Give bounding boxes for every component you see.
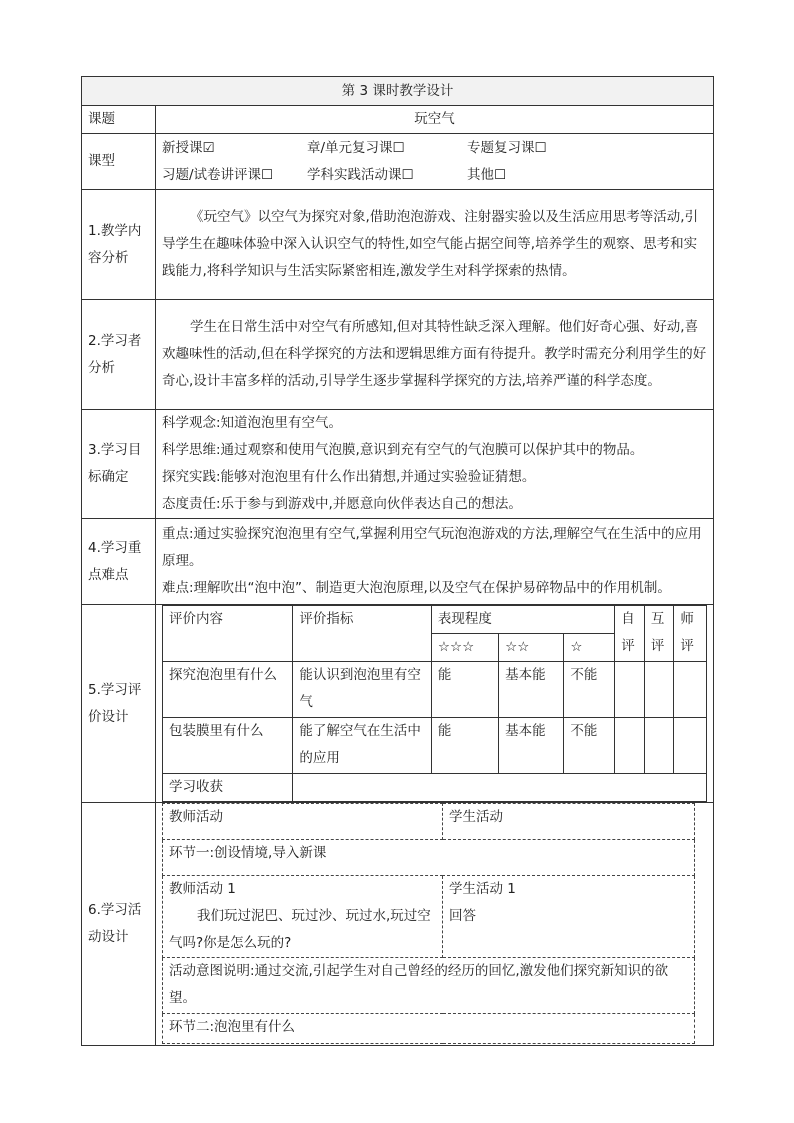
goals-label: 3.学习目标确定 bbox=[82, 410, 156, 519]
eval-header-level: 表现程度 bbox=[431, 606, 614, 634]
goals-row bbox=[82, 410, 714, 519]
teacher-activity-1-text: 我们玩过泥巴、玩过沙、玩过水,玩过空气吗?你是怎么玩的? bbox=[169, 908, 431, 951]
topic-value: 玩空气 bbox=[156, 106, 714, 134]
teacher-activity-1 bbox=[163, 876, 443, 958]
type-options bbox=[156, 134, 714, 190]
eval-level-2: 基本能 bbox=[499, 662, 564, 718]
learner-text: 学生在日常生活中对空气有所感知,但对其特性缺乏深入理解。他们好奇心强、好动,喜欢趣味性的活动,但在科学探究的方法和逻辑思维方面有待提升。教学时需充分利用学生的好奇心,设计丰富多样的活动,引导学生逐步掌握科学探究的方法,培养严谨的科学态度。 bbox=[156, 300, 714, 410]
stars-two: ☆☆ bbox=[499, 634, 564, 662]
peer-eval-cell[interactable] bbox=[644, 662, 674, 718]
page-title: 第 3 课时教学设计 bbox=[82, 77, 714, 106]
key-points: 重点:通过实验探究泡泡里有空气,掌握利用空气玩泡泡游戏的方法,理解空气在生活中的应用原理。 bbox=[162, 526, 702, 569]
type-option[interactable]: 专题复习课☐ bbox=[467, 139, 547, 156]
section-one-title: 环节一:创设情境,导入新课 bbox=[163, 840, 695, 876]
goal-item: 科学思维:通过观察和使用气泡膜,意识到充有空气的气泡膜可以保护其中的物品。 bbox=[162, 442, 644, 458]
activity-row bbox=[82, 803, 714, 1046]
topic-label: 课题 bbox=[82, 106, 156, 134]
goal-item: 探究实践:能够对泡泡里有什么作出猜想,并通过实验验证猜想。 bbox=[162, 469, 536, 485]
goal-item: 科学观念:知道泡泡里有空气。 bbox=[162, 415, 343, 431]
eval-table-row bbox=[163, 718, 707, 774]
teacher-activity-header: 教师活动 bbox=[163, 804, 443, 840]
self-eval-cell[interactable] bbox=[615, 662, 645, 718]
stars-three: ☆☆☆ bbox=[431, 634, 498, 662]
type-option[interactable]: 习题/试卷讲评课☐ bbox=[162, 166, 274, 183]
harvest-row bbox=[163, 774, 707, 802]
section-two-title: 环节二:泡泡里有什么 bbox=[163, 1014, 695, 1044]
stars-one: ☆ bbox=[564, 634, 615, 662]
activity-cell bbox=[156, 803, 714, 1046]
eval-header-self: 自评 bbox=[615, 606, 645, 662]
eval-indicator: 能了解空气在生活中的应用 bbox=[293, 718, 432, 774]
learner-label: 2.学习者分析 bbox=[82, 300, 156, 410]
content-text: 《玩空气》以空气为探究对象,借助泡泡游戏、注射器实验以及生活应用思考等活动,引导学生在趣味体验中深入认识空气的特性,如空气能占据空间等,培养学生的观察、思考和实践能力,将科学知识与生活实际紧密相连,激发学生对科学探索的热情。 bbox=[156, 190, 714, 300]
eval-level-3: 能 bbox=[431, 718, 498, 774]
eval-content: 探究泡泡里有什么 bbox=[163, 662, 293, 718]
eval-level-1: 不能 bbox=[564, 718, 615, 774]
self-eval-cell[interactable] bbox=[615, 718, 645, 774]
eval-header-indicator: 评价指标 bbox=[293, 606, 432, 662]
difficult-points: 难点:理解吹出“泡中泡”、制造更大泡泡原理,以及空气在保护易碎物品中的作用机制。 bbox=[162, 580, 671, 596]
harvest-field[interactable] bbox=[293, 774, 707, 802]
eval-level-3: 能 bbox=[431, 662, 498, 718]
teacher-eval-cell[interactable] bbox=[674, 718, 707, 774]
learner-row bbox=[82, 300, 714, 410]
content-label: 1.教学内容分析 bbox=[82, 190, 156, 300]
student-activity-1-title: 学生活动 1 bbox=[449, 881, 516, 897]
lesson-plan-table bbox=[81, 76, 714, 1046]
title-row bbox=[82, 77, 714, 106]
eval-cell bbox=[156, 605, 714, 803]
content-row bbox=[82, 190, 714, 300]
activity-table bbox=[162, 803, 695, 1044]
harvest-label: 学习收获 bbox=[163, 774, 293, 802]
key-row bbox=[82, 519, 714, 605]
goal-item: 态度责任:乐于参与到游戏中,并愿意向伙伴表达自己的想法。 bbox=[162, 496, 522, 512]
student-activity-header: 学生活动 bbox=[443, 804, 695, 840]
eval-label: 5.学习评价设计 bbox=[82, 605, 156, 803]
student-activity-1-text: 回答 bbox=[449, 908, 476, 924]
type-option[interactable]: 其他☐ bbox=[467, 166, 507, 183]
eval-level-1: 不能 bbox=[564, 662, 615, 718]
eval-header-content: 评价内容 bbox=[163, 606, 293, 662]
teacher-activity-1-title: 教师活动 1 bbox=[169, 881, 236, 897]
eval-header-teacher: 师评 bbox=[674, 606, 707, 662]
type-row bbox=[82, 134, 714, 190]
student-activity-1 bbox=[443, 876, 695, 958]
key-text bbox=[156, 519, 714, 605]
activity-intent-1: 活动意图说明:通过交流,引起学生对自己曾经的经历的回忆,激发他们探究新知识的欲望。 bbox=[163, 958, 695, 1014]
type-option[interactable]: 章/单元复习课☐ bbox=[307, 139, 405, 156]
evaluation-table bbox=[162, 605, 707, 802]
activity-label: 6.学习活动设计 bbox=[82, 803, 156, 1046]
type-option[interactable]: 新授课☑ bbox=[162, 139, 215, 156]
topic-row bbox=[82, 106, 714, 134]
eval-content: 包装膜里有什么 bbox=[163, 718, 293, 774]
eval-row bbox=[82, 605, 714, 803]
key-label: 4.学习重点难点 bbox=[82, 519, 156, 605]
eval-header-peer: 互评 bbox=[644, 606, 674, 662]
eval-indicator: 能认识到泡泡里有空气 bbox=[293, 662, 432, 718]
eval-table-row bbox=[163, 662, 707, 718]
eval-level-2: 基本能 bbox=[499, 718, 564, 774]
type-label: 课型 bbox=[82, 134, 156, 190]
type-option[interactable]: 学科实践活动课☐ bbox=[307, 166, 414, 183]
goals-list bbox=[156, 410, 714, 519]
peer-eval-cell[interactable] bbox=[644, 718, 674, 774]
teacher-eval-cell[interactable] bbox=[674, 662, 707, 718]
